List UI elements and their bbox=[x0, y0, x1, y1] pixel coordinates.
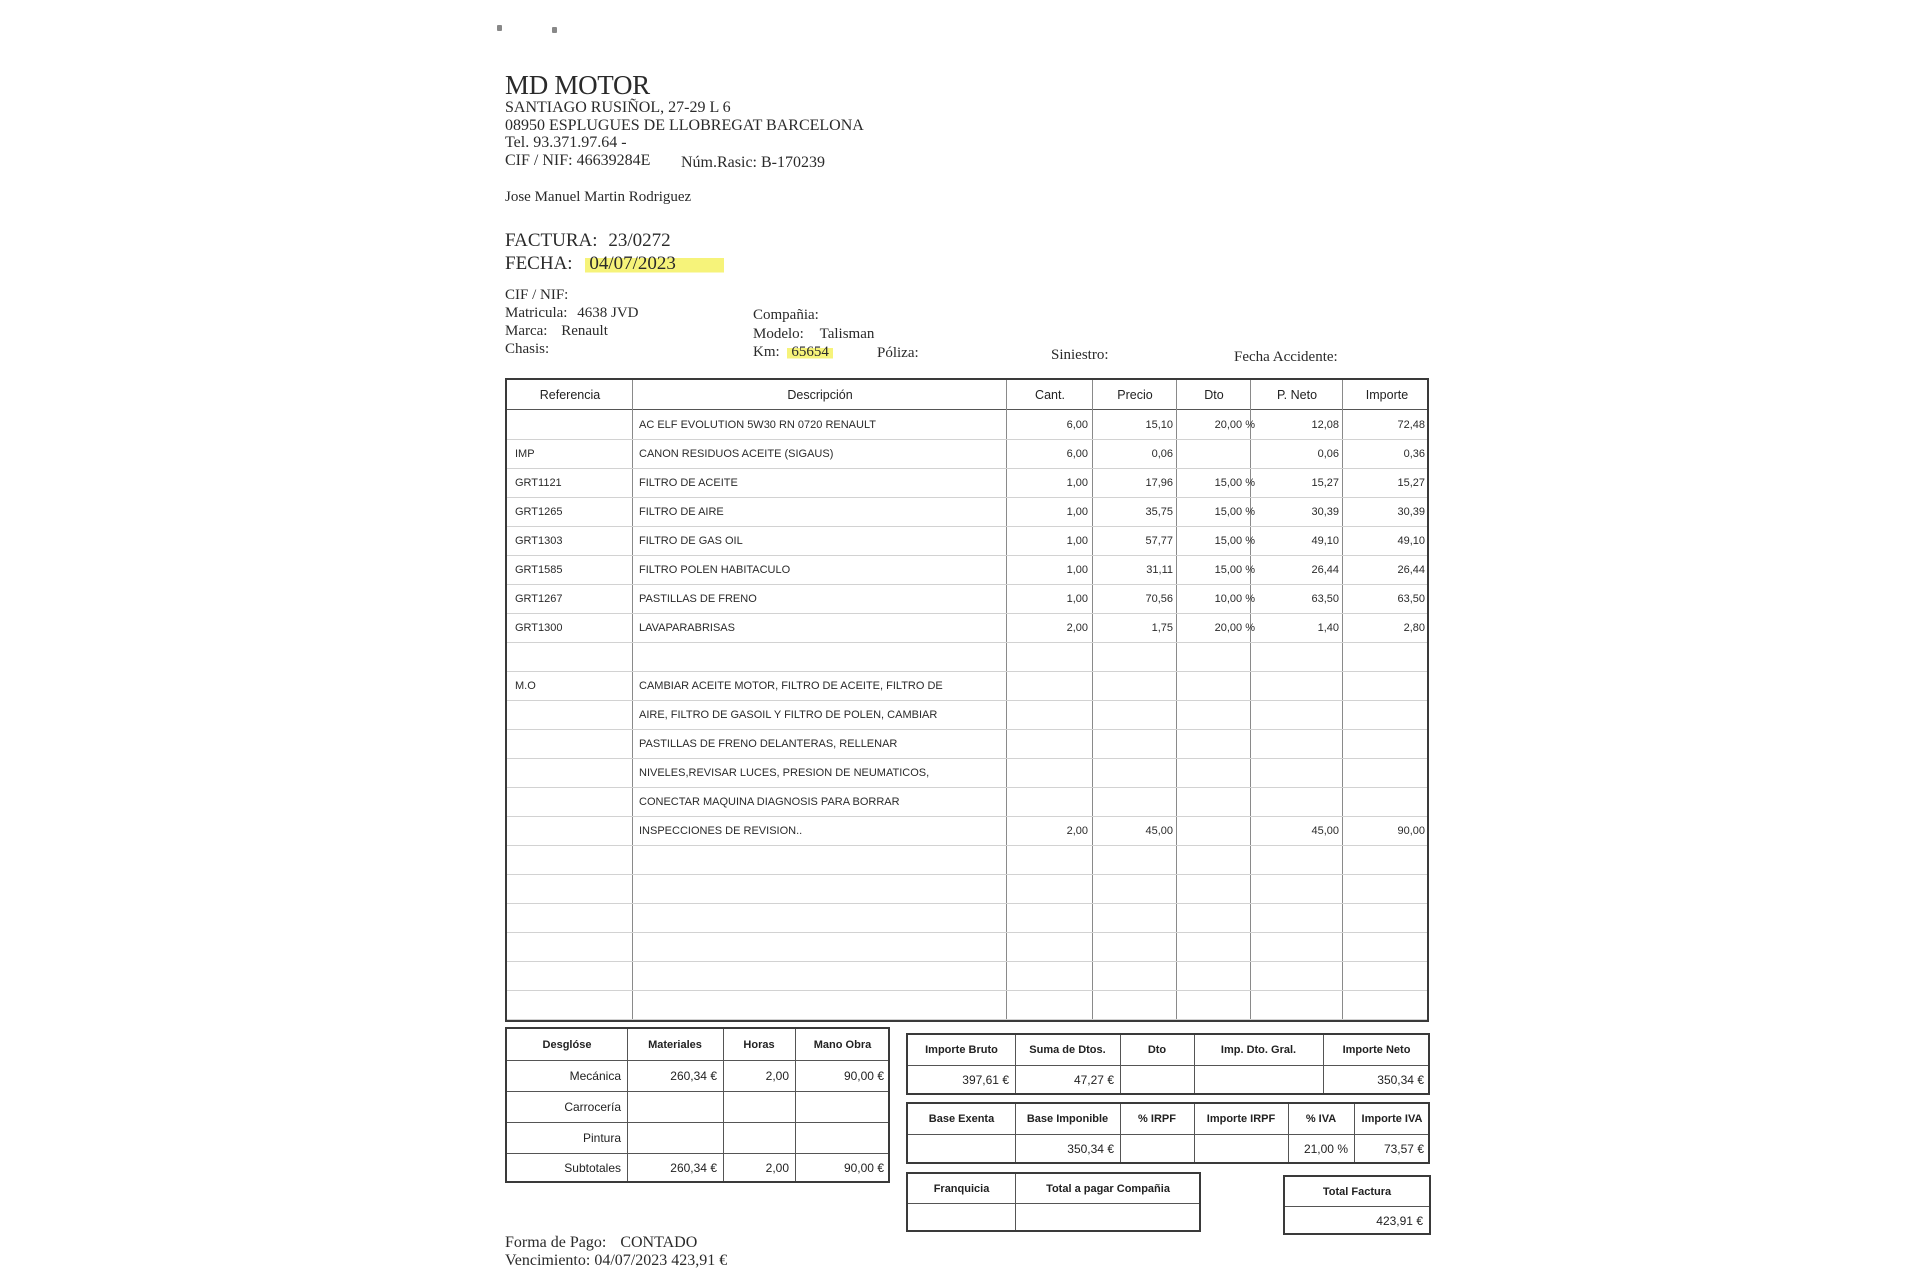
cell-importe bbox=[1345, 644, 1425, 670]
factura-value: 23/0272 bbox=[608, 230, 671, 251]
importe-neto-value: 350,34 € bbox=[1377, 1073, 1424, 1087]
cell-ref: GRT1265 bbox=[515, 506, 563, 518]
col-importe: Importe bbox=[1365, 388, 1409, 402]
cell-dto: 15,00 % bbox=[1214, 477, 1255, 489]
cell-desc: LAVAPARABRISAS bbox=[639, 622, 735, 634]
irpf-value bbox=[1120, 1134, 1194, 1164]
cell-dto bbox=[1183, 731, 1255, 757]
invoice-date bbox=[505, 253, 724, 275]
col-precio: Precio bbox=[1117, 388, 1153, 402]
cell-cant: 1,00 bbox=[1066, 506, 1088, 518]
cell-dto bbox=[1183, 818, 1255, 844]
cell-importe: 63,50 bbox=[1397, 593, 1425, 605]
subtotal-horas: 2,00 bbox=[765, 1161, 789, 1175]
col-descripcion: Descripción bbox=[787, 388, 853, 402]
cell-precio: 1,75 bbox=[1151, 622, 1173, 634]
materiales-header: Materiales bbox=[648, 1038, 702, 1051]
invoice-number bbox=[505, 230, 671, 252]
forma-label: Forma de Pago: bbox=[505, 1234, 607, 1251]
iva-label: % IVA bbox=[1305, 1113, 1337, 1125]
dto-label: Dto bbox=[1147, 1044, 1167, 1056]
cell-dto bbox=[1183, 673, 1255, 699]
cell-precio: 35,75 bbox=[1145, 506, 1173, 518]
cell-pneto bbox=[1259, 673, 1339, 699]
chasis-label: Chasis: bbox=[505, 341, 550, 357]
franquicia-label: Franquicia bbox=[933, 1182, 990, 1195]
table-row bbox=[507, 441, 1427, 467]
table-row bbox=[507, 557, 1427, 583]
marca-value: Renault bbox=[561, 323, 608, 339]
cell-importe: 2,80 bbox=[1403, 622, 1425, 634]
cell-cant: 2,00 bbox=[1066, 825, 1088, 837]
modelo-label: Modelo: bbox=[753, 326, 804, 342]
cell-desc: FILTRO DE AIRE bbox=[639, 506, 724, 518]
irpf-label: % IRPF bbox=[1138, 1113, 1176, 1125]
cell-ref: GRT1303 bbox=[515, 535, 563, 547]
cell-precio bbox=[1097, 644, 1173, 670]
row-rule bbox=[507, 961, 1427, 962]
cell-precio bbox=[1097, 760, 1173, 786]
cell-pneto bbox=[1259, 644, 1339, 670]
importe-bruto-value: 397,61 € bbox=[962, 1073, 1009, 1087]
mano-obra-header: Mano Obra bbox=[813, 1038, 872, 1051]
cell-precio bbox=[1097, 789, 1173, 815]
table-row bbox=[507, 789, 1427, 815]
horas-header: Horas bbox=[743, 1038, 775, 1051]
cell-cant bbox=[1012, 760, 1088, 786]
company-address-line1: SANTIAGO RUSIÑOL, 27-29 L 6 bbox=[505, 99, 731, 116]
cell-dto: 20,00 % bbox=[1214, 622, 1255, 634]
totals-box-c bbox=[906, 1172, 1201, 1232]
row-rule bbox=[507, 903, 1427, 904]
cell-desc: INSPECCIONES DE REVISION.. bbox=[639, 825, 803, 837]
table-row bbox=[507, 499, 1427, 525]
cell-cant: 6,00 bbox=[1066, 419, 1088, 431]
table-row bbox=[507, 615, 1427, 641]
cell-dto: 15,00 % bbox=[1214, 535, 1255, 547]
vehicle-matricula bbox=[505, 305, 639, 322]
poliza-label: Póliza: bbox=[877, 345, 919, 361]
cell-desc: CONECTAR MAQUINA DIAGNOSIS PARA BORRAR bbox=[639, 796, 900, 808]
total-factura-label: Total Factura bbox=[1322, 1185, 1392, 1198]
total-factura-value: 423,91 € bbox=[1376, 1213, 1423, 1228]
cell-ref: IMP bbox=[515, 448, 535, 460]
forma-value: CONTADO bbox=[620, 1234, 698, 1251]
cell-cant bbox=[1012, 789, 1088, 815]
cell-cant: 6,00 bbox=[1066, 448, 1088, 460]
cell-desc: AC ELF EVOLUTION 5W30 RN 0720 RENAULT bbox=[639, 419, 876, 431]
fecha-accidente-label: Fecha Accidente: bbox=[1234, 349, 1338, 365]
cell-cant bbox=[1012, 673, 1088, 699]
cell-desc: CANON RESIDUOS ACEITE (SIGAUS) bbox=[639, 448, 834, 460]
base-imponible-value: 350,34 € bbox=[1067, 1142, 1114, 1156]
table-row bbox=[507, 818, 1427, 844]
col-cant: Cant. bbox=[1035, 388, 1065, 402]
cell-importe: 72,48 bbox=[1397, 419, 1425, 431]
customer-name: Jose Manuel Martin Rodriguez bbox=[505, 189, 692, 205]
row-rule bbox=[507, 758, 1427, 759]
km-value: 65654 bbox=[787, 344, 833, 360]
cell-pneto bbox=[1259, 702, 1339, 728]
row-rule bbox=[507, 787, 1427, 788]
mano-obra-value: 90,00 € bbox=[843, 1068, 884, 1083]
table-row bbox=[507, 731, 1427, 757]
cell-precio bbox=[1097, 673, 1173, 699]
vehicle-marca bbox=[505, 323, 608, 340]
row-rule bbox=[507, 729, 1427, 730]
items-table bbox=[505, 378, 1429, 1022]
base-exenta-value bbox=[908, 1134, 1015, 1164]
cell-importe: 15,27 bbox=[1397, 477, 1425, 489]
cell-dto bbox=[1183, 644, 1255, 670]
company-phone: Tel. 93.371.97.64 - bbox=[505, 134, 627, 151]
cell-pneto bbox=[1259, 760, 1339, 786]
cell-precio: 15,10 bbox=[1145, 419, 1173, 431]
cell-desc: FILTRO DE GAS OIL bbox=[639, 535, 743, 547]
cell-cant bbox=[1012, 702, 1088, 728]
km-label: Km: bbox=[753, 344, 780, 360]
iva-value: 21,00 % bbox=[1303, 1142, 1348, 1156]
col-dto: Dto bbox=[1204, 388, 1224, 402]
cell-dto: 15,00 % bbox=[1214, 564, 1255, 576]
company-rasic: Núm.Rasic: B-170239 bbox=[681, 154, 825, 171]
row-rule bbox=[507, 613, 1427, 614]
cell-dto: 20,00 % bbox=[1214, 419, 1255, 431]
row-rule bbox=[507, 555, 1427, 556]
row-rule bbox=[507, 584, 1427, 585]
cell-precio: 45,00 bbox=[1145, 825, 1173, 837]
table-row bbox=[507, 673, 1427, 699]
table-row bbox=[507, 528, 1427, 554]
row-rule bbox=[507, 874, 1427, 875]
row-rule bbox=[507, 497, 1427, 498]
base-exenta-label: Base Exenta bbox=[928, 1113, 995, 1125]
cell-importe bbox=[1345, 789, 1425, 815]
cell-precio: 31,11 bbox=[1146, 564, 1173, 576]
matricula-value: 4638 JVD bbox=[577, 305, 639, 321]
cell-precio: 17,96 bbox=[1145, 477, 1173, 489]
cell-dto bbox=[1183, 760, 1255, 786]
cell-dto bbox=[1183, 702, 1255, 728]
row-rule bbox=[507, 932, 1427, 933]
row-rule bbox=[507, 1019, 1427, 1020]
cell-cant: 2,00 bbox=[1066, 622, 1088, 634]
cell-cant: 1,00 bbox=[1066, 535, 1088, 547]
cell-importe: 30,39 bbox=[1397, 506, 1425, 518]
marca-label: Marca: bbox=[505, 323, 548, 339]
subtotal-materiales: 260,34 € bbox=[670, 1161, 717, 1175]
cell-pneto: 30,39 bbox=[1311, 506, 1339, 518]
row-label: Subtotales bbox=[564, 1161, 621, 1175]
importe-irpf-value bbox=[1194, 1134, 1288, 1164]
cell-desc: NIVELES,REVISAR LUCES, PRESION DE NEUMATICOS, bbox=[639, 767, 930, 779]
vehicle-modelo bbox=[753, 326, 874, 343]
cell-cant: 1,00 bbox=[1066, 477, 1088, 489]
cell-dto: 15,00 % bbox=[1214, 506, 1255, 518]
matricula-label: Matricula: bbox=[505, 305, 568, 321]
row-rule bbox=[507, 990, 1427, 991]
dto-value bbox=[1120, 1065, 1194, 1095]
row-rule bbox=[507, 439, 1427, 440]
total-compania-value bbox=[1015, 1203, 1201, 1232]
cell-cant: 1,00 bbox=[1066, 593, 1088, 605]
suma-dtos-value: 47,27 € bbox=[1073, 1073, 1114, 1087]
modelo-value: Talisman bbox=[819, 326, 875, 342]
vencimiento: Vencimiento: 04/07/2023 423,91 € bbox=[505, 1252, 728, 1269]
table-row bbox=[507, 760, 1427, 786]
cell-pneto: 63,50 bbox=[1311, 593, 1339, 605]
total-factura-box bbox=[1283, 1175, 1431, 1235]
table-row bbox=[507, 644, 1427, 670]
row-rule bbox=[507, 816, 1427, 817]
subtotal-mano-obra: 90,00 € bbox=[843, 1161, 884, 1175]
cell-ref: GRT1585 bbox=[515, 564, 563, 576]
items-table-header bbox=[507, 380, 1427, 410]
cell-desc: FILTRO DE ACEITE bbox=[639, 477, 738, 489]
cell-pneto: 26,44 bbox=[1311, 564, 1339, 576]
col-pneto: P. Neto bbox=[1276, 388, 1318, 402]
horas-value: 2,00 bbox=[765, 1068, 789, 1083]
row-label: Pintura bbox=[582, 1130, 621, 1145]
totals-box-b bbox=[906, 1102, 1430, 1164]
total-compania-label: Total a pagar Compañia bbox=[1046, 1182, 1170, 1195]
vehicle-km bbox=[753, 344, 833, 361]
suma-dtos-label: Suma de Dtos. bbox=[1029, 1044, 1106, 1056]
cell-desc: CAMBIAR ACEITE MOTOR, FILTRO DE ACEITE, FILTRO DE bbox=[639, 680, 943, 692]
cell-pneto: 49,10 bbox=[1311, 535, 1339, 547]
importe-iva-value: 73,57 € bbox=[1383, 1142, 1424, 1156]
cell-pneto bbox=[1259, 731, 1339, 757]
importe-neto-label: Importe Neto bbox=[1342, 1044, 1411, 1056]
row-label: Carrocería bbox=[564, 1099, 621, 1114]
col-referencia: Referencia bbox=[539, 388, 601, 402]
cell-desc: PASTILLAS DE FRENO DELANTERAS, RELLENAR bbox=[639, 738, 898, 750]
cell-dto bbox=[1183, 441, 1255, 467]
fecha-value: 04/07/2023 bbox=[585, 253, 724, 274]
totals-box-a bbox=[906, 1033, 1430, 1095]
row-label: Mecánica bbox=[569, 1068, 621, 1083]
cell-pneto: 15,27 bbox=[1311, 477, 1339, 489]
importe-bruto-label: Importe Bruto bbox=[925, 1044, 998, 1056]
cell-pneto: 45,00 bbox=[1311, 825, 1339, 837]
cell-cant bbox=[1012, 644, 1088, 670]
cell-cant bbox=[1012, 731, 1088, 757]
row-rule bbox=[507, 642, 1427, 643]
cell-importe bbox=[1345, 731, 1425, 757]
cell-cant: 1,00 bbox=[1066, 564, 1088, 576]
row-rule bbox=[507, 526, 1427, 527]
cell-pneto: 0,06 bbox=[1317, 448, 1339, 460]
company-address-line2: 08950 ESPLUGUES DE LLOBREGAT BARCELONA bbox=[505, 117, 864, 134]
desglose-header: Desglóse bbox=[542, 1038, 592, 1051]
fecha-label: FECHA: bbox=[505, 253, 573, 274]
cell-desc: AIRE, FILTRO DE GASOIL Y FILTRO DE POLEN, CAMBIAR bbox=[639, 709, 938, 721]
cell-importe: 90,00 bbox=[1397, 825, 1425, 837]
materiales-value: 260,34 € bbox=[670, 1068, 717, 1083]
desglose-box bbox=[505, 1027, 890, 1183]
cell-pneto bbox=[1259, 789, 1339, 815]
cell-importe: 26,44 bbox=[1397, 564, 1425, 576]
cell-importe bbox=[1345, 673, 1425, 699]
siniestro-label: Siniestro: bbox=[1051, 347, 1109, 363]
cell-precio: 0,06 bbox=[1151, 448, 1173, 460]
cell-pneto: 1,40 bbox=[1317, 622, 1339, 634]
imp-dto-gral-label: Imp. Dto. Gral. bbox=[1220, 1044, 1297, 1056]
row-rule bbox=[507, 845, 1427, 846]
company-cif: CIF / NIF: 46639284E bbox=[505, 152, 651, 169]
row-rule bbox=[507, 671, 1427, 672]
cell-desc: FILTRO POLEN HABITACULO bbox=[639, 564, 791, 576]
table-row bbox=[507, 470, 1427, 496]
cell-pneto: 12,08 bbox=[1311, 419, 1339, 431]
factura-label: FACTURA: bbox=[505, 230, 598, 251]
compania-label: Compañia: bbox=[753, 307, 819, 323]
row-rule bbox=[507, 700, 1427, 701]
importe-iva-label: Importe IVA bbox=[1361, 1113, 1423, 1125]
forma-de-pago bbox=[505, 1234, 697, 1252]
base-imponible-label: Base Imponible bbox=[1026, 1113, 1109, 1125]
cell-importe: 49,10 bbox=[1397, 535, 1425, 547]
cell-precio: 70,56 bbox=[1145, 593, 1173, 605]
cell-importe bbox=[1345, 760, 1425, 786]
cell-desc: PASTILLAS DE FRENO bbox=[639, 593, 757, 605]
imp-dto-gral-value bbox=[1194, 1065, 1323, 1095]
table-row bbox=[507, 412, 1427, 438]
table-row bbox=[507, 702, 1427, 728]
cell-ref: M.O bbox=[515, 680, 536, 692]
cell-ref: GRT1267 bbox=[515, 593, 563, 605]
cell-precio: 57,77 bbox=[1145, 535, 1173, 547]
franquicia-value bbox=[908, 1203, 1015, 1232]
cell-precio bbox=[1097, 702, 1173, 728]
cell-importe bbox=[1345, 702, 1425, 728]
table-row bbox=[507, 586, 1427, 612]
cell-precio bbox=[1097, 731, 1173, 757]
cell-dto bbox=[1183, 789, 1255, 815]
importe-irpf-label: Importe IRPF bbox=[1206, 1113, 1276, 1125]
vehicle-cif-label: CIF / NIF: bbox=[505, 287, 569, 303]
cell-ref: GRT1121 bbox=[515, 477, 562, 489]
cell-dto: 10,00 % bbox=[1214, 593, 1255, 605]
cell-importe: 0,36 bbox=[1403, 448, 1425, 460]
company-name: MD MOTOR bbox=[505, 70, 650, 100]
row-rule bbox=[507, 468, 1427, 469]
cell-ref: GRT1300 bbox=[515, 622, 563, 634]
